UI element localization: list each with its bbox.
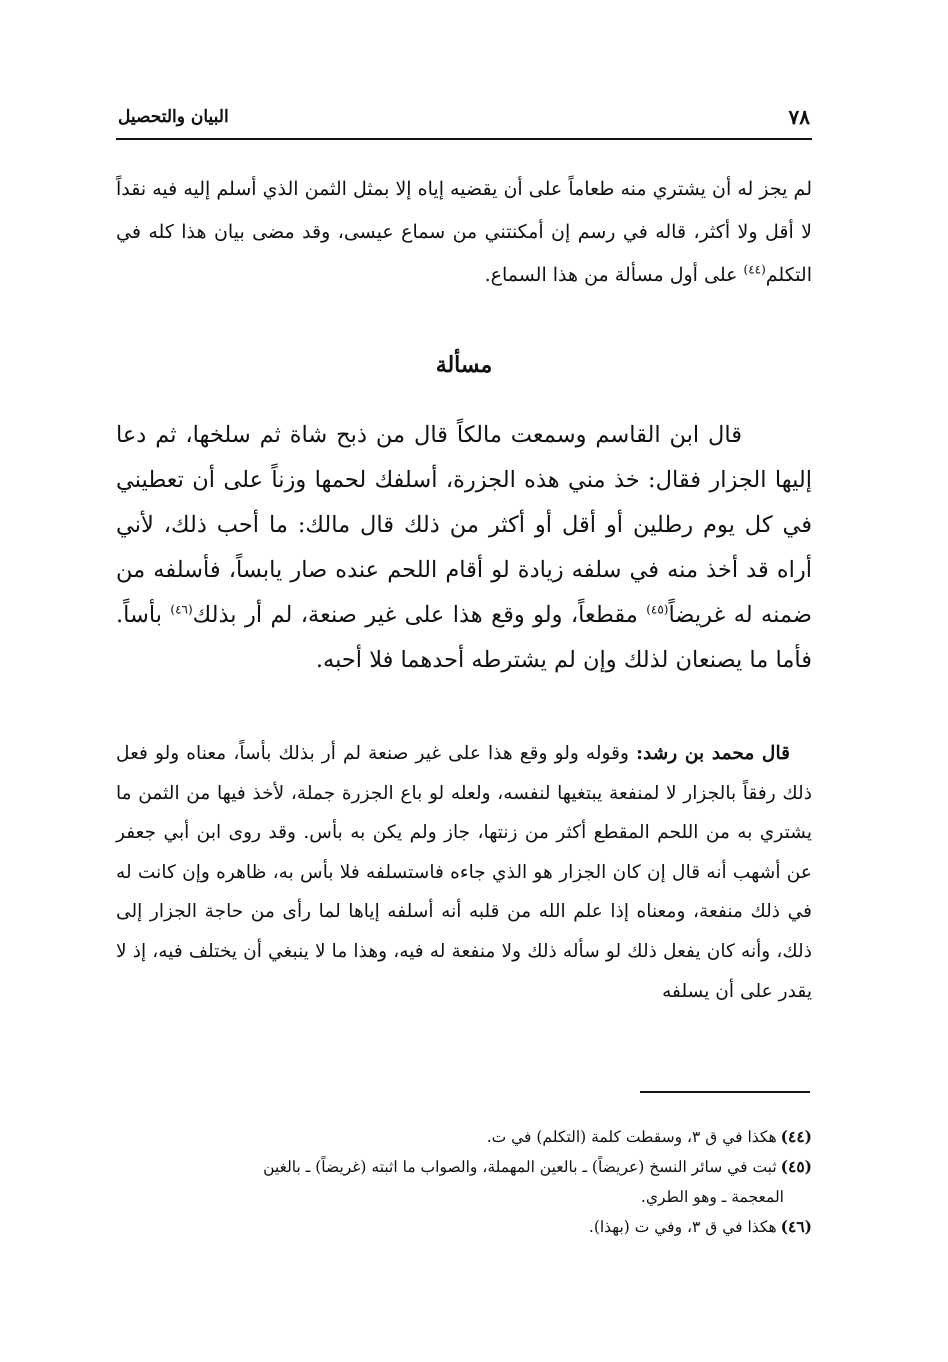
footnote-ref-46: (٤٦) <box>170 602 193 617</box>
footnote-ref-45: (٤٥) <box>646 602 669 617</box>
footnote-text: هكذا في ق ٣، وفي ت (بهذا). <box>588 1218 777 1236</box>
narration-text-end: بأساً. فأما ما يصنعان لذلك وإن لم يشترطه أحدهما فلا أحبه. <box>116 602 812 673</box>
narration-paragraph <box>116 413 812 683</box>
running-header <box>118 105 810 135</box>
intro-text-end: على أول مسألة من هذا السماع. <box>484 264 744 286</box>
intro-paragraph <box>116 168 812 297</box>
footnote-text-continued: المعجمة ـ وهو الطري. <box>640 1188 784 1206</box>
footnote-divider <box>640 1091 810 1093</box>
commentary-paragraph <box>116 734 812 1011</box>
intro-text: لم يجز له أن يشتري منه طعاماً على أن يقضيه إياه إلا بمثل الثمن الذي أسلم إليه فيه نقداً لا أقل ولا أكثر، قاله في رسم إن أمكنتني من سماع عيسى، وقد مضى بيان هذا كله في التكلم <box>116 178 812 286</box>
commentary-speaker: قال محمد بن رشد: <box>636 743 790 764</box>
footnote-item <box>116 1212 812 1242</box>
header-divider <box>116 138 812 140</box>
narration-text-middle: مقطعاً، ولو وقع هذا على غير صنعة، لم أر بذلك <box>192 602 647 628</box>
footnote-text: ثبت في سائر النسخ (عريضاً) ـ بالعين المهملة، والصواب ما اثبته (غريضاً) ـ بالغين <box>263 1158 777 1176</box>
footnote-text: هكذا في ق ٣، وسقطت كلمة (التكلم) في ت. <box>486 1128 777 1146</box>
book-title: البيان والتحصيل <box>118 107 229 127</box>
page-number: ٧٨ <box>788 105 810 129</box>
footnote-item <box>116 1152 812 1212</box>
footnote-number: (٤٤) <box>780 1127 812 1146</box>
commentary-text: وقوله ولو وقع هذا على غير صنعة لم أر بذلك بأساً، معناه ولو فعل ذلك رفقاً بالجزار لا لمنفعة يبتغيها لنفسه، ولعله لو باع الجزرة جملة، لأخذ فيها من الثمن ما يشتري به من اللحم المقطع أكثر من زنتها، جاز ولم يكن به بأس. وقد روى ابن أبي جعفر عن أشهب أنه قال إن كان الجزار هو الذي جاءه فاستسلفه فلا بأس به، ظاهره وإن كانت له في ذلك منفعة، ومعناه إذا علم الله من قلبه أنه أسلفه إياها لما رأى من حاجة الجزار إلى ذلك، وأنه كان يفعل ذلك لو سأله ذلك ولا منفعة له فيه، وهذا ما لا ينبغي أن يختلف فيه، إذ لا يقدر على أن يسلفه <box>116 743 812 1002</box>
section-title: مسألة <box>435 352 493 378</box>
footnote-number: (٤٦) <box>780 1217 812 1236</box>
footnote-ref-44: (٤٤) <box>743 262 766 277</box>
footnote-number: (٤٥) <box>780 1157 812 1176</box>
footnotes-list <box>116 1122 812 1242</box>
footnote-item <box>116 1122 812 1152</box>
narration-text: قال ابن القاسم وسمعت مالكاً قال من ذبح شاة ثم سلخها، ثم دعا إليها الجزار فقال: خذ مني هذه الجزرة، أسلفك لحمها وزناً على أن تعطيني في كل يوم رطلين أو أقل أو أكثر من ذلك قال مالك: ما أحب ذلك، لأني أراه قد أخذ منه في سلفه زيادة لو أقام اللحم عنده صار يابساً، فأسلفه من ضمنه له غريضاً <box>116 422 812 628</box>
